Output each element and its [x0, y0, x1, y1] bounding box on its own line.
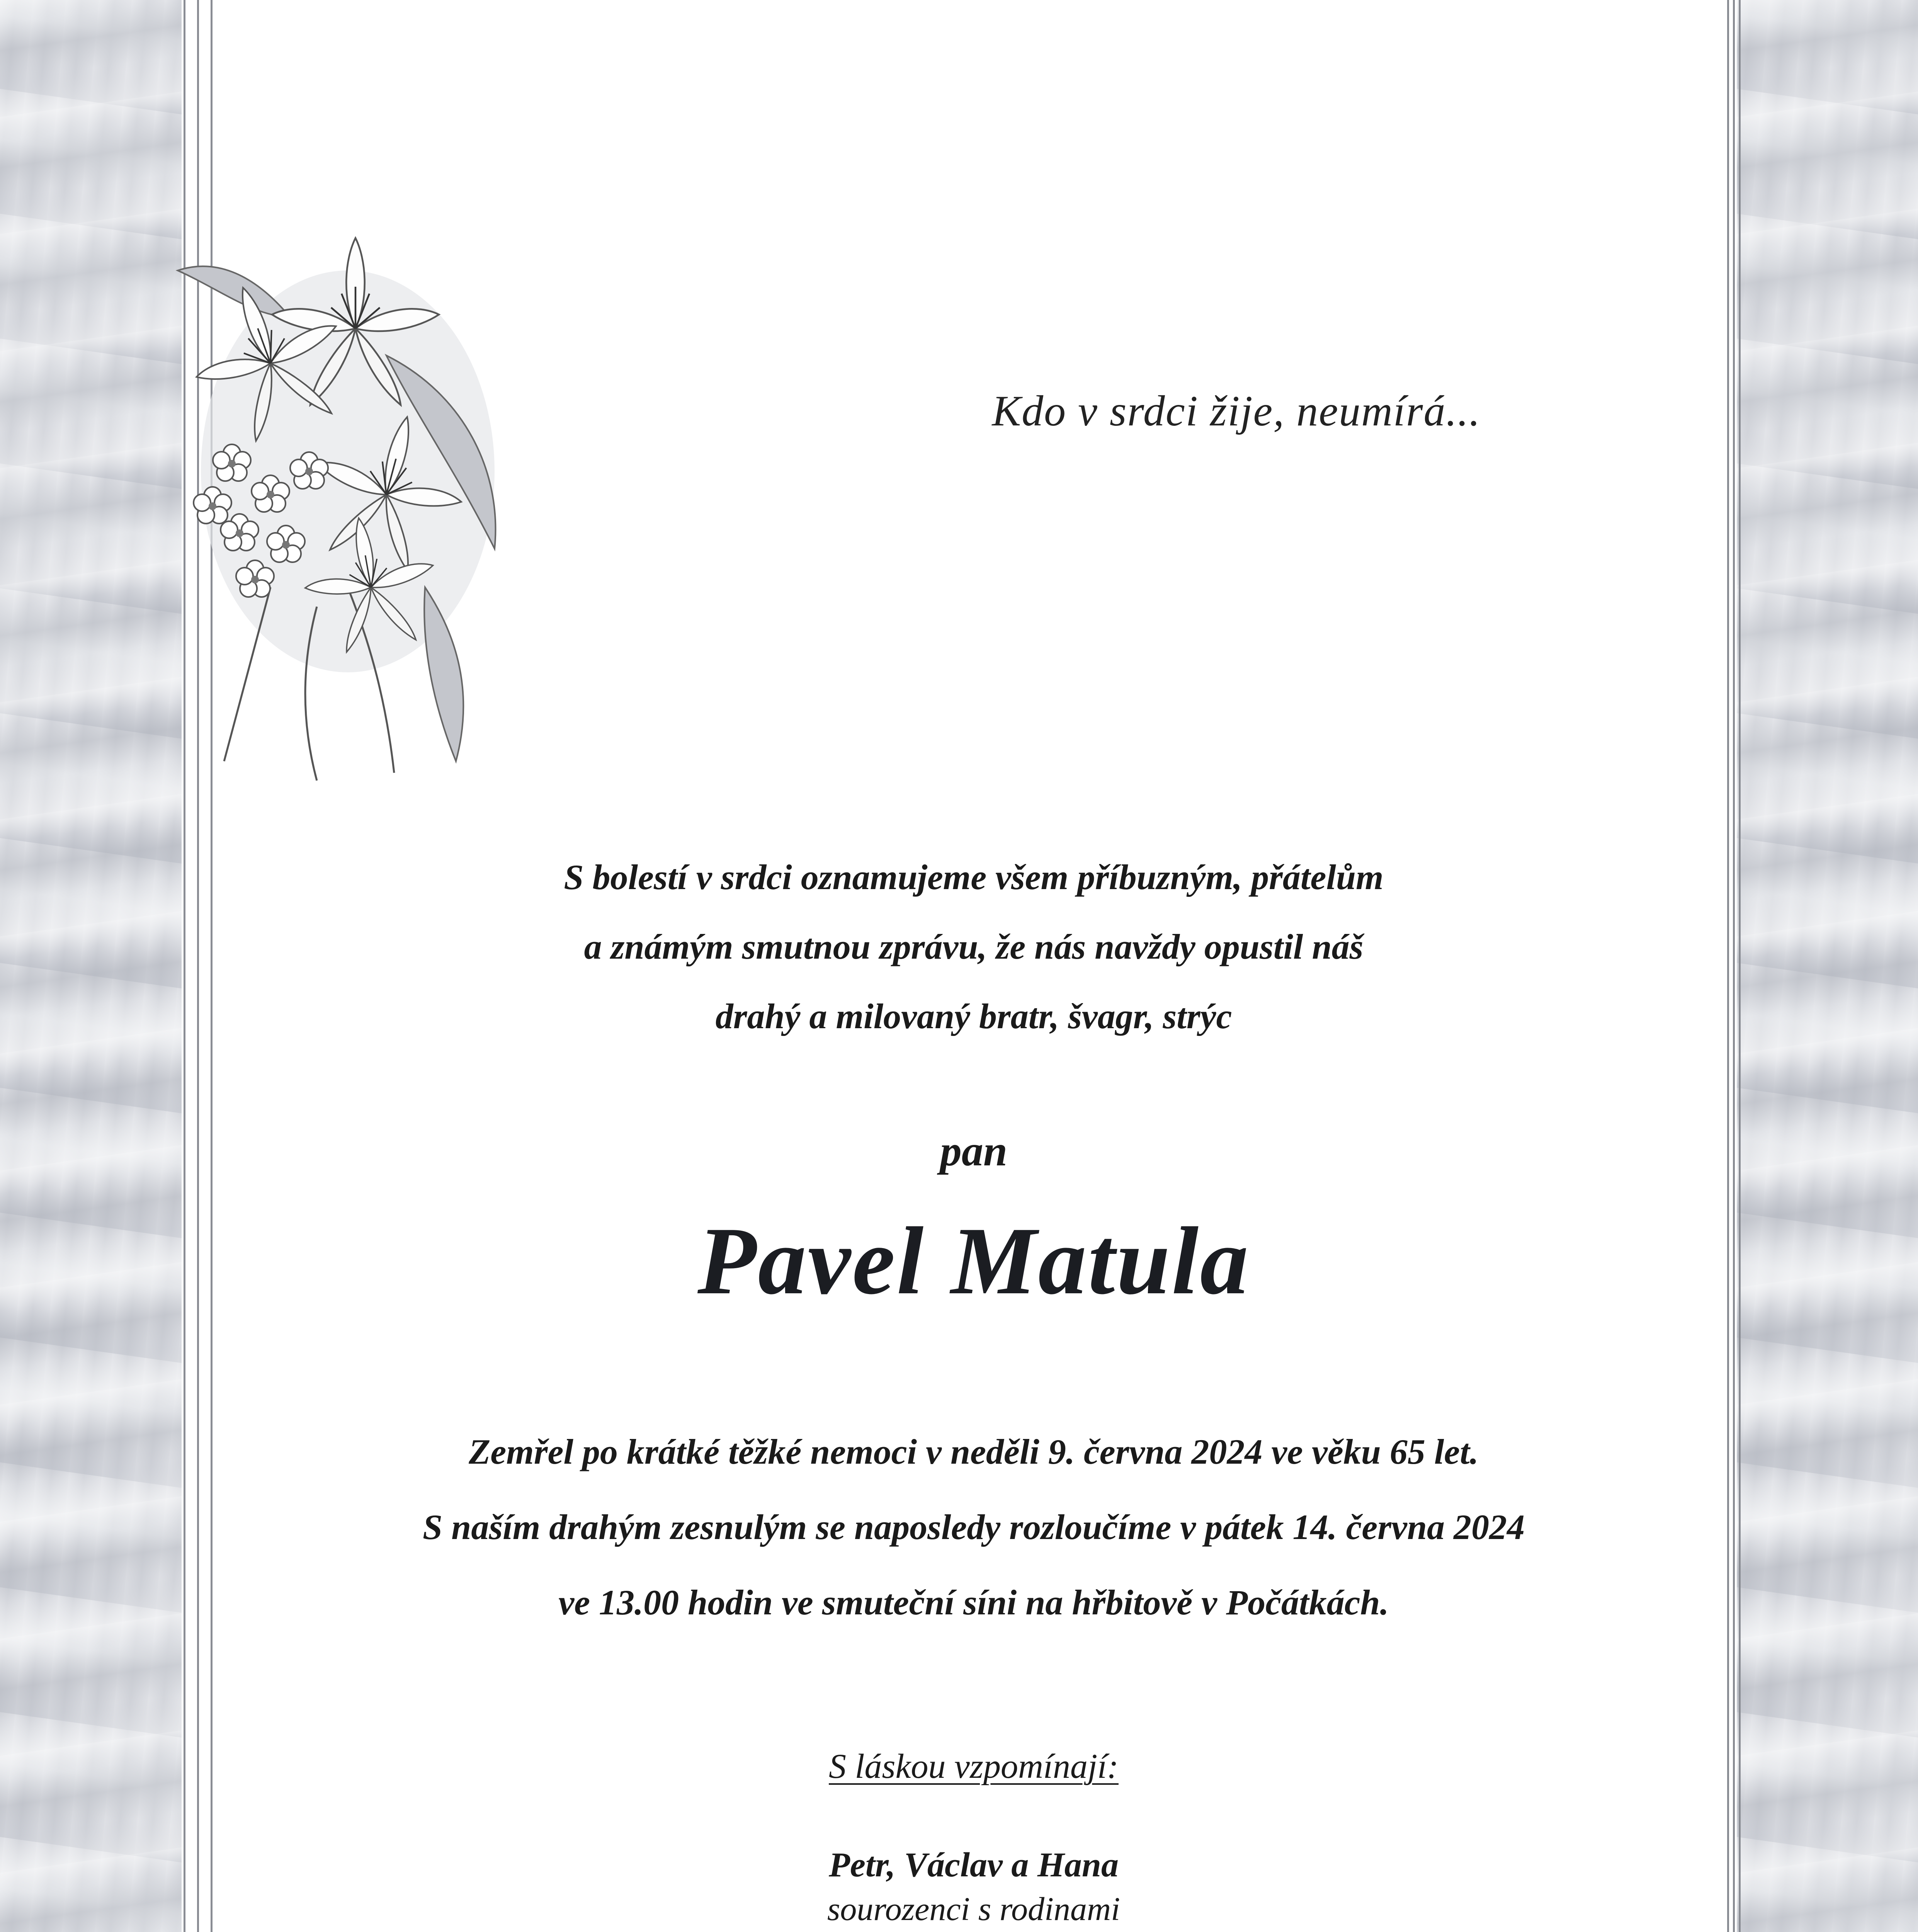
memory-relation: sourozenci s rodinami — [827, 1890, 1121, 1927]
announcement-line-3: drahý a milovaný bratr, švagr, strýc — [715, 997, 1232, 1036]
memory-heading: S láskou vzpomínají: — [829, 1747, 1119, 1786]
death-line-3: ve 13.00 hodin ve smuteční síni na hřbitově v Počátkách. — [558, 1583, 1389, 1622]
right-rule-middle — [1733, 0, 1735, 1932]
death-line-1: Zemřel po krátké těžké nemoci v neděli 9. června 2024 ve věku 65 let. — [469, 1432, 1479, 1471]
right-marble-border — [1737, 0, 1918, 1932]
motto: Kdo v srdci žije, neumírá... — [992, 387, 1481, 435]
deceased-name: Pavel Matula — [697, 1208, 1250, 1315]
right-rule-inner — [1727, 0, 1729, 1932]
memory-signers: Petr, Václav a Hana — [829, 1846, 1119, 1884]
honorific-title: pan — [940, 1127, 1008, 1175]
death-line-2: S naším drahým zesnulým se naposledy rozloučíme v pátek 14. června 2024 — [423, 1507, 1525, 1547]
right-rule-outer — [1739, 0, 1741, 1932]
lily-bouquet-icon — [155, 201, 522, 800]
announcement-line-1: S bolestí v srdci oznamujeme všem příbuzným, přátelům — [564, 857, 1384, 897]
announcement-line-2: a známým smutnou zprávu, že nás navždy opustil náš — [584, 927, 1364, 966]
